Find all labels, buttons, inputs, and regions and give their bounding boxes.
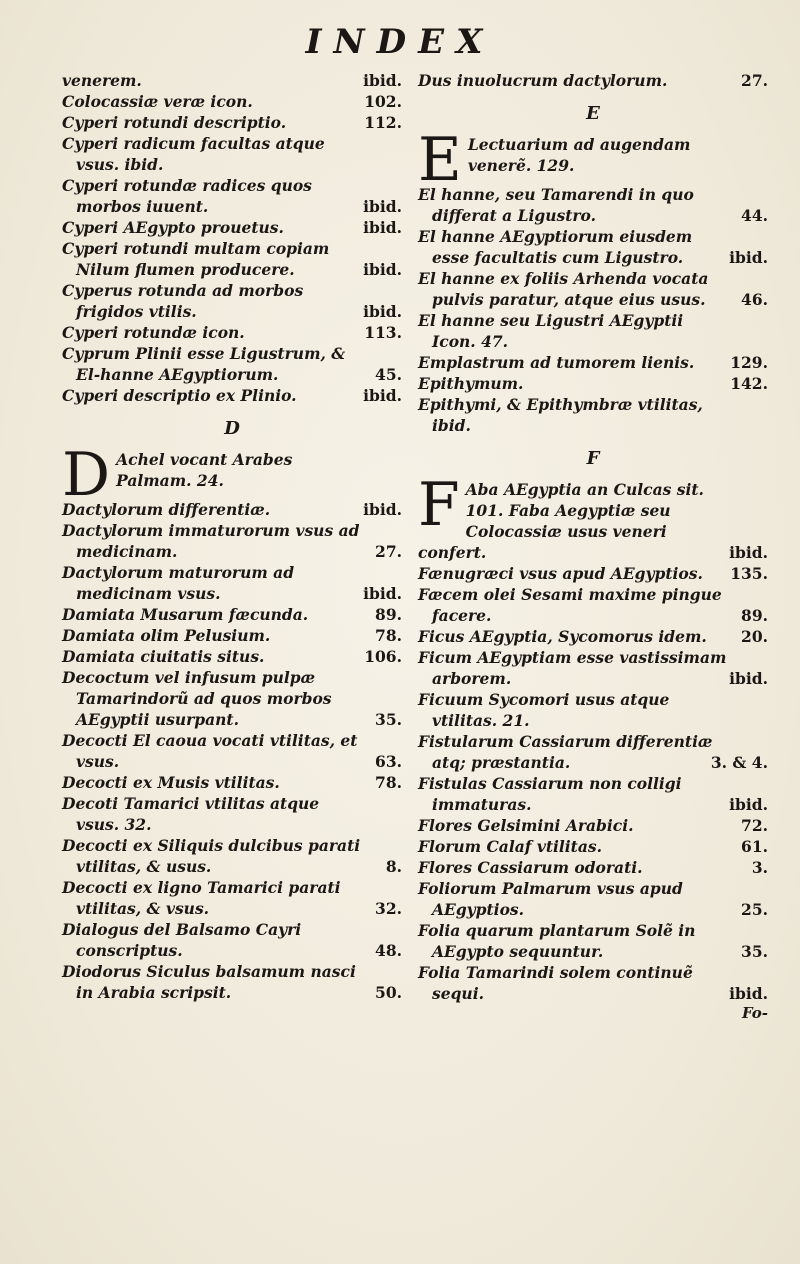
dropcap-e: E	[418, 125, 462, 195]
entry-page: ibid.	[363, 260, 402, 279]
entry-text: Aba AEgyptia an Culcas sit. 101. Faba Aegyptiæ seu Colocassiæ usus veneri confert.	[418, 480, 704, 562]
entry-text: Decocti ex Musis vtilitas.	[62, 773, 280, 792]
entry-text: Diodorus Siculus balsamum nasci in Arabia scripsit.	[62, 962, 356, 1002]
entry-text: venerem.	[62, 71, 142, 90]
index-entry	[418, 394, 768, 436]
entry-page: 61.	[741, 837, 768, 856]
index-entry	[418, 226, 768, 268]
index-entry	[418, 647, 768, 689]
index-entry	[418, 626, 768, 647]
entry-text: Cyperi rotundæ icon.	[62, 323, 245, 342]
entry-text: Fæcem olei Sesami maxime pingue facere.	[418, 585, 722, 625]
entry-text: Decocti ex ligno Tamarici parati vtilitas, & vsus.	[62, 878, 341, 918]
index-entry	[418, 584, 768, 626]
index-entry	[62, 343, 402, 385]
entry-text: Folia quarum plantarum Solẽ in AEgypto sequuntur.	[418, 921, 696, 961]
page-header: INDEX	[305, 22, 495, 62]
entry-text: Dactylorum differentiæ.	[62, 500, 271, 519]
right-block-e	[418, 184, 768, 436]
index-entry	[418, 815, 768, 836]
index-entry	[62, 961, 402, 1003]
entry-page: ibid.	[363, 197, 402, 216]
index-entry	[62, 520, 402, 562]
entry-text: El hanne ex foliis Arhenda vocata pulvis paratur, atque eius usus.	[418, 269, 709, 309]
index-entry	[62, 70, 402, 91]
entry-page: ibid.	[363, 584, 402, 603]
entry-page: 25.	[741, 900, 768, 919]
index-entry	[418, 184, 768, 226]
entry-text: Decocti ex Siliquis dulcibus parati vtilitas, & usus.	[62, 836, 361, 876]
entry-text: Ficus AEgyptia, Sycomorus idem.	[418, 627, 707, 646]
index-entry	[62, 280, 402, 322]
entry-text: Dus inuolucrum dactylorum.	[418, 71, 668, 90]
section-letter-f: F	[586, 448, 600, 469]
entry-text: Dialogus del Balsamo Cayri conscriptus.	[62, 920, 302, 960]
catchword: Fo-	[741, 1004, 768, 1022]
entry-page: 8.	[385, 857, 402, 876]
index-entry	[62, 730, 402, 772]
index-entry	[418, 836, 768, 857]
entry-page: 46.	[741, 290, 768, 309]
index-entry	[62, 919, 402, 961]
entry-page: 106.	[364, 647, 402, 666]
entry-text: Flores Cassiarum odorati.	[418, 858, 643, 877]
entry-page: 35.	[375, 710, 402, 729]
index-entry	[62, 625, 402, 646]
entry-text: Cyperi descriptio ex Plinio.	[62, 386, 297, 405]
entry-page: ibid.	[363, 218, 402, 237]
left-block-d	[62, 499, 402, 1003]
left-column	[62, 70, 402, 1003]
entry-text: Decocti El caoua vocati vtilitas, et vsus.	[62, 731, 358, 771]
entry-text: Foliorum Palmarum vsus apud AEgyptios.	[418, 879, 683, 919]
entry-text: Cyperi rotundi descriptio.	[62, 113, 287, 132]
entry-page: 3.	[751, 858, 768, 877]
index-entry	[62, 562, 402, 604]
left-block-c	[62, 70, 402, 406]
index-entry	[62, 217, 402, 238]
entry-page: 32.	[375, 899, 402, 918]
entry-page: 72.	[741, 816, 768, 835]
entry-page: 135.	[730, 564, 768, 583]
index-entry	[418, 352, 768, 373]
entry-text: Cyperi rotundi multam copiam Nilum flumen producere.	[62, 239, 330, 279]
entry-text: Epithymi, & Epithymbræ vtilitas, ibid.	[418, 395, 703, 435]
entry-text: Cyperi radicum facultas atque vsus. ibid.	[62, 134, 325, 174]
entry-text: El hanne seu Ligustri AEgyptii Icon. 47.	[418, 311, 684, 351]
entry-text: Folia Tamarindi solem continuẽ sequi.	[418, 963, 693, 1003]
entry-text: Cyperi rotundæ radices quos morbos iuuent.	[62, 176, 312, 216]
index-entry	[418, 920, 768, 962]
entry-page: 35.	[741, 942, 768, 961]
entry-page: 78.	[375, 773, 402, 792]
entry-text: Cyprum Plinii esse Ligustrum, & El-hanne AEgyptiorum.	[62, 344, 346, 384]
index-entry	[62, 322, 402, 343]
entry-page: ibid.	[729, 669, 768, 688]
index-entry	[418, 373, 768, 394]
entry-text: Decoti Tamarici vtilitas atque vsus. 32.	[62, 794, 320, 834]
entry-page: ibid.	[729, 248, 768, 267]
entry-page: 48.	[375, 941, 402, 960]
entry-text: Lectuarium ad augendam venerẽ. 129.	[467, 135, 691, 175]
dropcap-d: D	[62, 440, 111, 510]
entry-page: 45.	[375, 365, 402, 384]
entry-page: ibid.	[729, 984, 768, 1003]
entry-page: ibid.	[729, 795, 768, 814]
entry-page: 27.	[375, 542, 402, 561]
index-entry	[62, 385, 402, 406]
entry-text: Achel vocant Arabes Palmam. 24.	[116, 450, 293, 490]
entry-page: 20.	[741, 627, 768, 646]
right-block-f	[418, 563, 768, 1004]
index-entry	[62, 133, 402, 175]
index-entry	[418, 268, 768, 310]
index-entry	[62, 835, 402, 877]
section-letter-e: E	[586, 103, 600, 124]
entry-text: Decoctum vel infusum pulpæ Tamarindorũ ad quos morbos AEgyptii usurpant.	[62, 668, 332, 729]
index-entry	[418, 773, 768, 815]
index-entry	[62, 499, 402, 520]
entry-page: 50.	[375, 983, 402, 1002]
index-entry	[62, 772, 402, 793]
entry-text: Ficuum Sycomori usus atque vtilitas. 21.	[418, 690, 670, 730]
index-entry	[62, 238, 402, 280]
index-entry	[418, 731, 768, 773]
entry-text: Dactylorum maturorum ad medicinam vsus.	[62, 563, 295, 603]
index-entry	[62, 604, 402, 625]
entry-text: Fistulas Cassiarum non colligi immaturas.	[418, 774, 682, 814]
entry-page: ibid.	[729, 543, 768, 562]
index-entry	[62, 667, 402, 730]
entry-text: Cyperi AEgypto prouetus.	[62, 218, 284, 237]
index-entry	[418, 689, 768, 731]
index-entry	[62, 646, 402, 667]
entry-page: 142.	[730, 374, 768, 393]
entry-text: El hanne AEgyptiorum eiusdem esse facultatis cum Ligustro.	[418, 227, 693, 267]
index-entry	[62, 91, 402, 112]
entry-text: El hanne, seu Tamarendi in quo differat a Ligustro.	[418, 185, 694, 225]
entry-page: 27.	[741, 71, 768, 90]
index-entry	[418, 70, 768, 91]
entry-text: Dactylorum immaturorum vsus ad medicinam.	[62, 521, 360, 561]
entry-text: Colocassiæ veræ icon.	[62, 92, 253, 111]
right-block-d	[418, 70, 768, 91]
entry-text: Damiata Musarum fæcunda.	[62, 605, 309, 624]
entry-page: ibid.	[363, 500, 402, 519]
entry-text: Cyperus rotunda ad morbos frigidos vtilis.	[62, 281, 304, 321]
index-entry	[62, 112, 402, 133]
entry-page: 112.	[364, 113, 402, 132]
index-entry	[62, 175, 402, 217]
entry-page: ibid.	[363, 71, 402, 90]
entry-text: Damiata ciuitatis situs.	[62, 647, 265, 666]
entry-page: 129.	[730, 353, 768, 372]
section-letter-d: D	[224, 418, 240, 439]
entry-page: 89.	[375, 605, 402, 624]
index-entry	[418, 563, 768, 584]
entry-page: 113.	[364, 323, 402, 342]
entry-page: 63.	[375, 752, 402, 771]
entry-text: Florum Calaf vtilitas.	[418, 837, 602, 856]
entry-page: 78.	[375, 626, 402, 645]
entry-text: Fistularum Cassiarum differentiæ atq; præstantia.	[418, 732, 713, 772]
entry-page: 102.	[364, 92, 402, 111]
entry-text: Emplastrum ad tumorem lienis.	[418, 353, 695, 372]
entry-text: Fænugræci vsus apud AEgyptios.	[418, 564, 703, 583]
entry-text: Ficum AEgyptiam esse vastissimam arborem.	[418, 648, 727, 688]
dropcap-f: F	[418, 470, 460, 540]
entry-page: 3. & 4.	[710, 753, 768, 772]
entry-page: ibid.	[363, 302, 402, 321]
index-entry	[62, 877, 402, 919]
entry-page: 44.	[741, 206, 768, 225]
index-entry	[418, 857, 768, 878]
entry-text: Damiata olim Pelusium.	[62, 626, 271, 645]
entry-page: ibid.	[363, 386, 402, 405]
entry-text: Epithymum.	[418, 374, 524, 393]
dropcap-entry-f	[418, 470, 768, 563]
index-entry	[62, 793, 402, 835]
index-entry	[418, 962, 768, 1004]
entry-page: 89.	[741, 606, 768, 625]
index-entry	[418, 878, 768, 920]
right-column	[418, 70, 768, 1022]
index-entry	[418, 310, 768, 352]
entry-text: Flores Gelsimini Arabici.	[418, 816, 634, 835]
dropcap-entry-e	[418, 125, 768, 195]
